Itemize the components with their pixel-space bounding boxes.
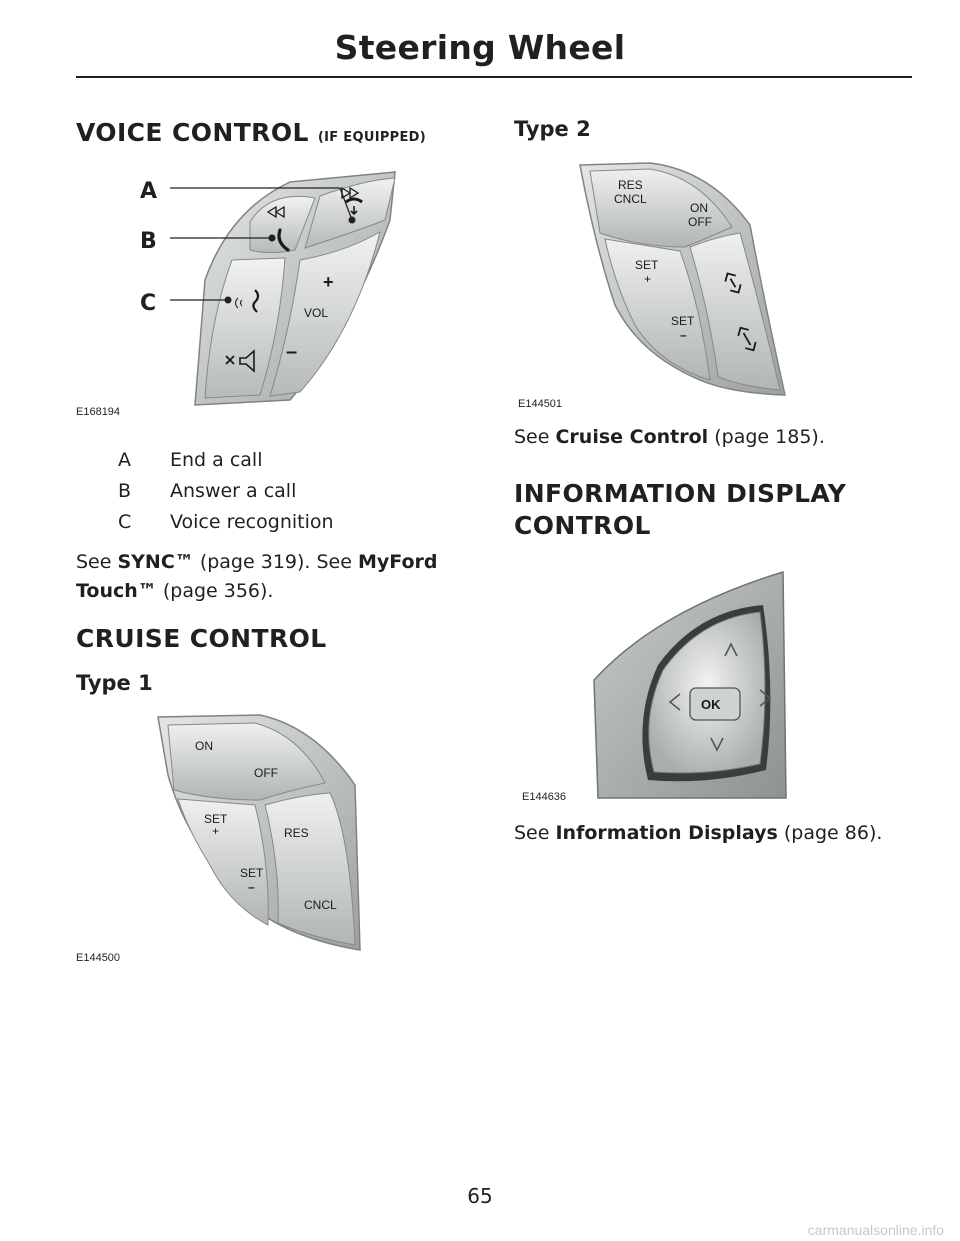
- see-text: (page 356).: [156, 580, 274, 602]
- t2-set-minus-label: SET: [671, 314, 695, 328]
- info-heading-line2: CONTROL: [514, 511, 651, 540]
- legend-text-b: Answer a call: [170, 480, 297, 502]
- cruise-see-reference: [514, 423, 914, 452]
- legend-letter-b: B: [118, 480, 132, 502]
- t1-set-minus-label: SET: [240, 866, 264, 880]
- t1-minus-label: –: [248, 880, 255, 894]
- legend-letter-c: C: [118, 511, 132, 533]
- t2-cncl-label: CNCL: [614, 192, 647, 206]
- header-rule: [76, 76, 912, 78]
- legend-letter-a: A: [118, 449, 131, 471]
- see-text: See: [76, 551, 118, 573]
- info-figure-code: E144636: [522, 791, 567, 803]
- legend-text-a: End a call: [170, 449, 263, 471]
- t2-on-label: ON: [690, 201, 708, 215]
- voice-control-heading: [76, 120, 426, 145]
- volume-plus-label: +: [323, 272, 334, 292]
- cruise-control-heading: CRUISE CONTROL: [76, 624, 327, 653]
- voice-figure-code: E168194: [76, 406, 121, 418]
- t2-minus-label: –: [680, 328, 687, 342]
- myford-link[interactable]: MyFord: [357, 551, 438, 573]
- voice-see-references: [76, 548, 466, 606]
- cruise-type1-figure: [150, 705, 380, 955]
- t2-res-label: RES: [618, 178, 643, 192]
- cruise-type2-figure: [560, 155, 790, 400]
- t1-off-label: OFF: [254, 766, 278, 780]
- info-heading-line1: INFORMATION DISPLAY: [514, 479, 847, 508]
- voice-control-figure: [110, 160, 410, 420]
- callout-a: A: [140, 179, 158, 204]
- type1-heading: Type 1: [76, 671, 153, 695]
- ok-label: OK: [701, 697, 721, 712]
- type1-figure-code: E144500: [76, 952, 121, 964]
- voice-heading-small: (IF EQUIPPED): [317, 130, 426, 145]
- myford-link-cont[interactable]: Touch™: [76, 580, 157, 602]
- see-text: See: [514, 426, 556, 448]
- t1-plus-label: +: [212, 824, 220, 838]
- see-text: See: [514, 822, 556, 844]
- page-number: 65: [467, 1184, 493, 1208]
- callout-b: B: [140, 229, 157, 254]
- type2-figure-code: E144501: [518, 398, 563, 410]
- t2-set-plus-label: SET: [635, 258, 659, 272]
- see-text: (page 185).: [708, 426, 825, 448]
- info-see-reference: [514, 819, 914, 848]
- sync-link[interactable]: SYNC™: [117, 551, 194, 573]
- t2-off-label: OFF: [688, 215, 712, 229]
- t2-plus-label: +: [644, 272, 652, 286]
- volume-minus-label: –: [286, 341, 298, 363]
- cruise-control-link[interactable]: Cruise Control: [555, 426, 709, 448]
- footer-watermark[interactable]: carmanualsonline.info: [807, 1222, 944, 1238]
- t1-cncl-label: CNCL: [304, 898, 337, 912]
- info-display-heading: [514, 478, 846, 542]
- type2-heading: Type 2: [514, 117, 591, 141]
- voice-heading-text: VOICE CONTROL: [76, 118, 309, 147]
- t1-set-plus-label: SET: [204, 812, 228, 826]
- see-text: (page 319). See: [193, 551, 358, 573]
- legend-text-c: Voice recognition: [170, 511, 334, 533]
- t1-res-label: RES: [284, 826, 309, 840]
- info-display-figure: [588, 570, 788, 800]
- page-header-title: Steering Wheel: [334, 28, 626, 67]
- t1-on-label: ON: [195, 739, 213, 753]
- see-text: (page 86).: [777, 822, 883, 844]
- info-displays-link[interactable]: Information Displays: [555, 822, 778, 844]
- callout-c: C: [140, 291, 157, 316]
- volume-label: VOL: [304, 306, 329, 320]
